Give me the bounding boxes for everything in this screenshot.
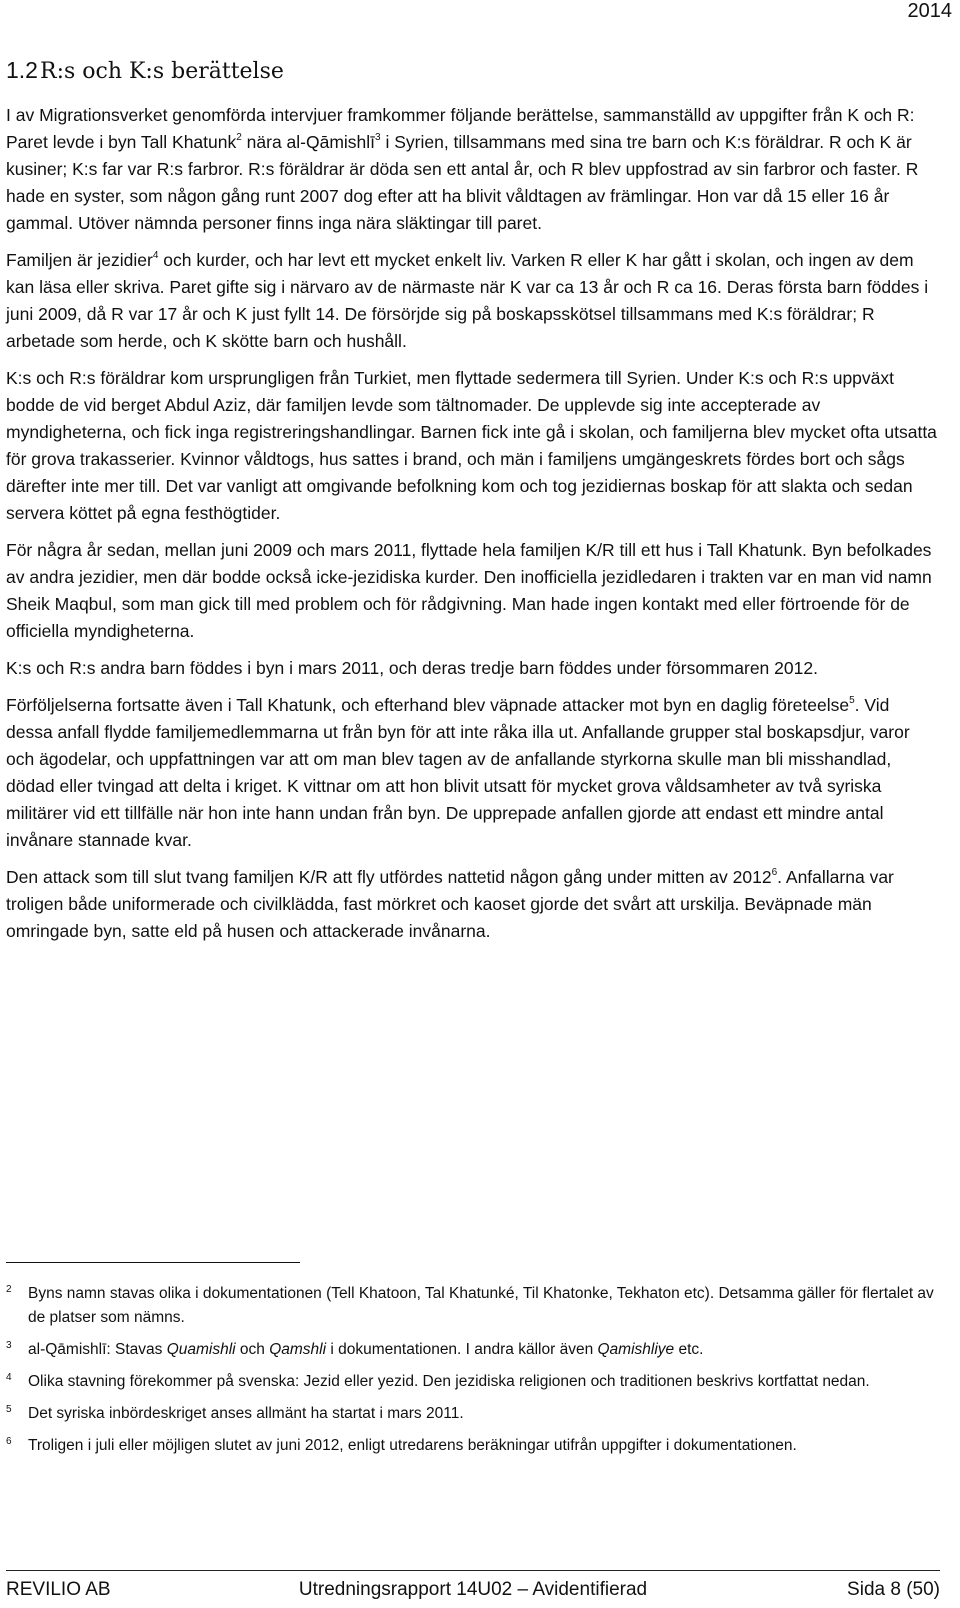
footnote-ref-6[interactable]: 6 — [771, 867, 778, 878]
footnote-6 — [6, 1434, 940, 1458]
section-number: 1.2 — [6, 57, 38, 83]
footer-report-title: Utredningsrapport 14U02 – Avidentifierad — [298, 1579, 648, 1600]
section-heading — [6, 57, 284, 84]
footnote-number: 4 — [6, 1372, 12, 1383]
footnote-text: Det syriska inbördeskriget anses allmänt ha startat i mars 2011. — [28, 1405, 464, 1422]
footnote-italic: Quamishli — [166, 1341, 236, 1358]
footnote-number: 5 — [6, 1404, 12, 1415]
footer-page-number: Sida 8 (50) — [847, 1579, 940, 1600]
text-run: och kurder, och har levt ett mycket enkelt liv. Varken R eller K har gått i skolan, och ingen av dem kan läsa eller skriva. Paret gifte sig i närvaro av de närmaste när K var ca 13 år och R ca 16. Deras första barn föddes i juni 2009, då R var 17 år och K just fyllt 14. De försörjde sig på boskapsskötsel tillsammans med K:s föräldrar; R arbetade som herde, och K skötte barn och hushåll. — [6, 250, 929, 351]
footnote-italic: Qamshli — [269, 1341, 327, 1358]
footnote-ref-5[interactable]: 5 — [849, 695, 855, 706]
footnote-3 — [6, 1338, 940, 1362]
paragraph-origin: K:s och R:s föräldrar kom ursprungligen från Turkiet, men flyttade sedermera till Syrien. Under K:s och R:s uppväxt bodde de vid berget Abdul Aziz, där familjen levde som tältnomader. De upplevde sig inte accepterade av myndigheterna, och fick inga registreringshandlingar. Barnen fick inte gå i skolan, och familjerna blev mycket ofta utsatta för grova trakasserier. Kvinnor våldtogs, hus sattes i brand, och män i familjens umgängeskrets fördes bort och sågs därefter inte mer till. Det var vanligt att omgivande befolkning kom och tog jezidiernas boskap för att slakta och sedan servera köttet på egna festhögtider. — [6, 368, 937, 523]
text-run: nära al-Qāmishlī — [241, 132, 376, 152]
paragraph-attack — [6, 864, 940, 945]
paragraph-move: För några år sedan, mellan juni 2009 och mars 2011, flyttade hela familjen K/R till ett hus i Tall Khatunk. Byn befolkades av andra jezidier, men där bodde också icke-jezidiska kurder. Den inofficiella jezidledaren i trakten var en man vid namn Sheik Maqbul, som man gick till med problem och för rådgivning. Man hade ingen kontakt med eller förtroende för de officiella myndigheterna. — [6, 540, 932, 641]
footnote-separator — [6, 1262, 300, 1263]
text-run: Familjen är jezidier — [6, 250, 153, 270]
footnote-5 — [6, 1402, 940, 1426]
footnote-2 — [6, 1282, 940, 1330]
page-footer — [6, 1570, 940, 1601]
text-run: . Vid dessa anfall flydde familjemedlemmarna ut från byn för att inte råka illa ut. Anfallande grupper stal boskapsdjur, varor och ägodelar, och uppfattningen var att om man blev tagen av de anfallande styrkorna skulle man bli misshandlad, dödad eller tvingad att delta i kriget. K vittnar om att hon blivit utsatt för mycket grova våldsamheter av två syriska militärer vid ett tillfälle när hon inte hann undan från byn. De upprepade anfallen gjorde att endast ett mindre antal invånare stannade kvar. — [6, 695, 910, 850]
footnote-text: och — [235, 1341, 270, 1358]
text-run: Förföljelserna fortsatte även i Tall Khatunk, och efterhand blev väpnade attacker mot byn en daglig företeelse — [6, 695, 850, 715]
section-title: R:s och K:s berättelse — [40, 59, 284, 84]
footnote-text: i dokumentationen. I andra källor även — [326, 1341, 598, 1358]
paragraph-life — [6, 247, 940, 355]
footnote-text: Olika stavning förekommer på svenska: Jezid eller yezid. Den jezidiska religionen och traditionen beskrivs kortfattat nedan. — [28, 1373, 870, 1390]
footnote-number: 2 — [6, 1284, 12, 1295]
text-run: i Syrien, tillsammans med sina tre barn och K:s föräldrar. R och K är kusiner; K:s far var R:s farbror. R:s föräldrar är döda sen ett antal år, och R blev uppfostrad av sin farbror och faster. R hade en syster, som någon gång runt 2007 dog efter att ha blivit våldtagen av främlingar. Hon var då 15 eller 16 år gammal. Utöver nämnda personer finns inga nära släktingar till paret. — [6, 132, 919, 233]
footnote-text: etc. — [674, 1341, 704, 1358]
footnote-text: Troligen i juli eller möjligen slutet av juni 2012, enligt utredarens beräkningar utifrån uppgifter i dokumentationen. — [28, 1437, 797, 1454]
footer-company: REVILIO AB — [6, 1579, 111, 1600]
paragraph-intro: I av Migrationsverket genomförda intervjuer framkommer följande berättelse, sammanställd av uppgifter från K och R: — [6, 105, 915, 125]
footnote-ref-2[interactable]: 2 — [236, 132, 242, 143]
text-run: Paret levde i byn Tall Khatunk — [6, 132, 237, 152]
paragraph-persecution — [6, 692, 940, 854]
footnote-4 — [6, 1370, 940, 1394]
footnote-text: al-Qāmishlī: Stavas — [28, 1341, 167, 1358]
paragraph-family — [6, 129, 940, 237]
paragraph-children: K:s och R:s andra barn föddes i byn i mars 2011, och deras tredje barn föddes under försommaren 2012. — [6, 658, 818, 678]
text-run: . Anfallarna var troligen både uniformerade och civilklädda, fast mörkret och kaoset gjorde det svårt att urskilja. Beväpnade män omringade byn, satte eld på husen och attackerade invånarna. — [6, 867, 894, 941]
footnote-text: Byns namn stavas olika i dokumentationen (Tell Khatoon, Tal Khatunké, Til Khatonke, Tekhaton etc). Detsamma gäller för flertalet av de platser som nämns. — [28, 1285, 934, 1326]
text-run: Den attack som till slut tvang familjen K/R att fly utfördes nattetid någon gång under mitten av 2012 — [6, 867, 772, 887]
footnote-number: 6 — [6, 1436, 12, 1447]
footnotes — [6, 1282, 940, 1466]
body-text — [6, 102, 940, 955]
footnote-ref-4[interactable]: 4 — [152, 250, 159, 261]
footnote-number: 3 — [6, 1340, 12, 1351]
footnote-ref-3[interactable]: 3 — [375, 132, 381, 143]
header-year: 2014 — [907, 0, 952, 22]
footnote-italic: Qamishliye — [597, 1341, 675, 1358]
